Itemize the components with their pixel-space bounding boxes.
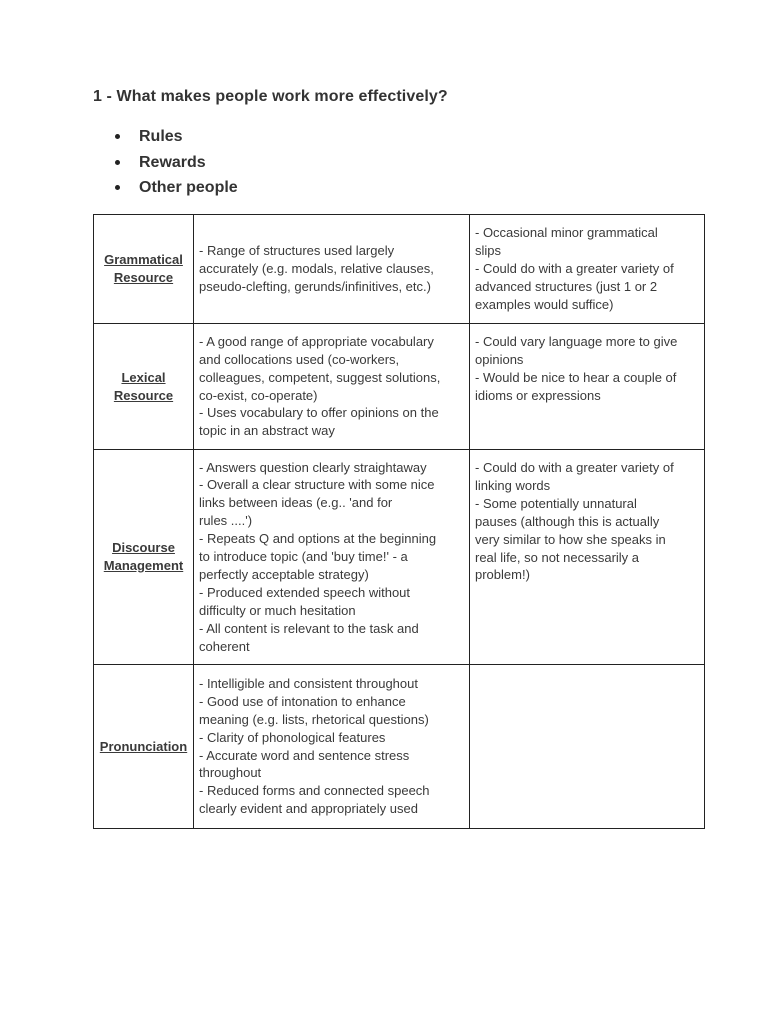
improvements-cell: - Could do with a greater variety of linking words - Some potentially unnatural pauses (although this is actually very similar to how she speaks in real life, so not necessarily a problem!) xyxy=(470,450,705,665)
question-heading: 1 - What makes people work more effectively? xyxy=(93,88,448,105)
strengths-cell: - Intelligible and consistent throughout - Good use of intonation to enhance meaning (e.g. lists, rhetorical questions) - Clarity of phonological features - Accurate word and sentence stress throughout - Reduced forms and connected speech clearly evident and appropriately used xyxy=(194,665,470,829)
improvements-cell xyxy=(470,665,705,829)
strengths-cell: - Range of structures used largely accurately (e.g. modals, relative clauses, pseudo-clefting, gerunds/infinitives, etc.) xyxy=(194,215,470,324)
improvements-cell: - Occasional minor grammatical slips - Could do with a greater variety of advanced structures (just 1 or 2 examples would suffice) xyxy=(470,215,705,324)
bullet-icon xyxy=(115,185,120,190)
improvements-cell: - Could vary language more to give opinions - Would be nice to hear a couple of idioms or expressions xyxy=(470,324,705,450)
bullet-icon xyxy=(115,134,120,139)
option-item xyxy=(115,152,238,178)
criterion-discourse-management: Discourse Management xyxy=(94,450,194,665)
bullet-icon xyxy=(115,160,120,165)
option-label: Other people xyxy=(139,179,238,196)
criterion-pronunciation: Pronunciation xyxy=(94,665,194,829)
criterion-lexical-resource: Lexical Resource xyxy=(94,324,194,450)
criterion-grammatical-resource: Grammatical Resource xyxy=(94,215,194,324)
strengths-cell: - A good range of appropriate vocabulary and collocations used (co-workers, colleagues, competent, suggest solutions, co-exist, co-operate) - Uses vocabulary to offer opinions on the topic in an abstract way xyxy=(194,324,470,450)
table-row xyxy=(94,665,705,829)
option-label: Rules xyxy=(139,128,183,145)
strengths-cell: - Answers question clearly straightaway - Overall a clear structure with some nice links between ideas (e.g.. 'and for rules ....') - Repeats Q and options at the beginning to introduce topic (and 'buy time!' - a perfectly acceptable strategy) - Produced extended speech without difficulty or much hesitation - All content is relevant to the task and coherent xyxy=(194,450,470,665)
table-row xyxy=(94,324,705,450)
assessment-table xyxy=(93,214,705,829)
table-row xyxy=(94,215,705,324)
options-list xyxy=(115,126,238,203)
table-row xyxy=(94,450,705,665)
option-item xyxy=(115,126,238,152)
option-label: Rewards xyxy=(139,153,206,171)
option-item xyxy=(115,177,238,203)
